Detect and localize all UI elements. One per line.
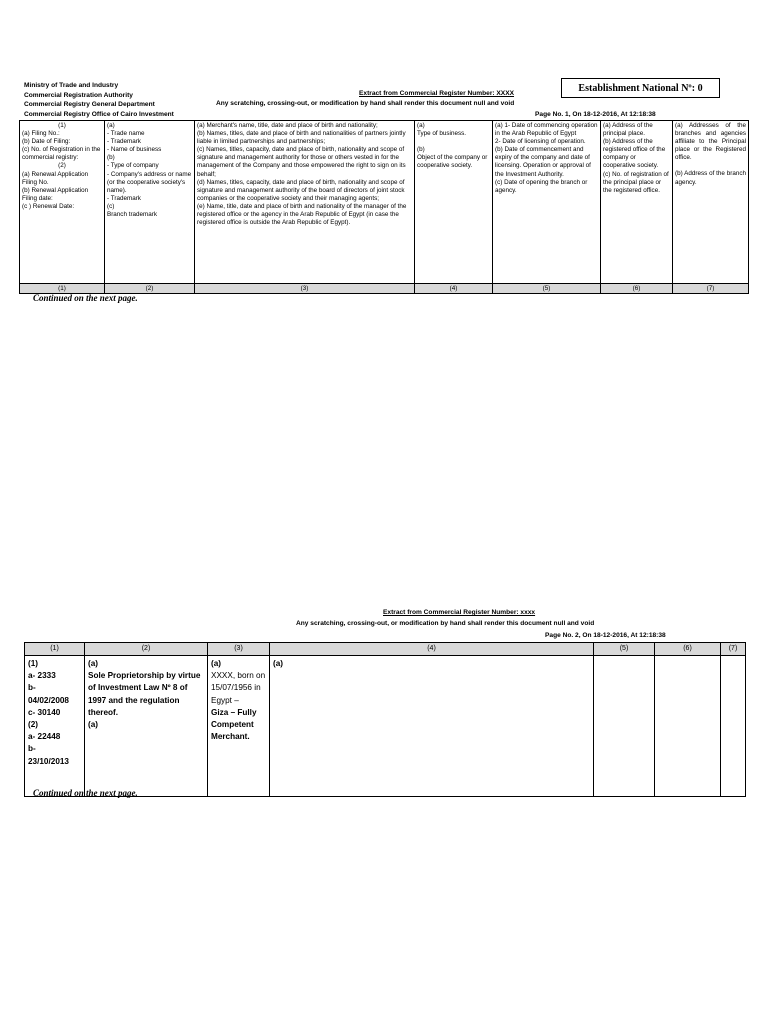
extract-title: Extract from Commercial Register Number: xxxx <box>383 609 536 616</box>
column-5-cell: (a) 1- Date of commencing operation in the Arab Republic of Egypt 2- Date of licensing of operation. (b) Date of commencement and expiry of the company and date of licensing. Operation or approval of the Investment Authority. (c) Date of opening the branch or agency. <box>493 121 601 284</box>
column-1-cell: (1) (a) Filing No.: (b) Date of Filing: (c) No. of Registration in the commercial registry: (2) (a) Renewal Application Filing No. (b) Renewal Application Filing date: (c ) Renewal Date: <box>20 121 105 284</box>
warning-text: Any scratching, crossing-out, or modification by hand shall render this document null and void <box>216 100 515 107</box>
column-number-row <box>20 284 749 294</box>
column-number: (1) <box>25 643 85 656</box>
org-line: Commercial Registry Office of Cairo Investment <box>24 110 174 118</box>
column-number-row <box>25 643 746 656</box>
column-number: (2) <box>105 284 195 294</box>
dates-cell <box>594 656 655 797</box>
table-row <box>25 656 746 797</box>
org-line: Commercial Registration Authority <box>24 91 133 99</box>
column-number: (7) <box>721 643 746 656</box>
column-7-cell: (a) Addresses of the branches and agencies affiliate to the Principal place or the Registered office. (b) Address of the branch agency. <box>673 121 749 284</box>
company-type-cell: (a) Sole Proprietorship by virtue of Investment Law Nº 8 of 1997 and the regulation thereof. (a) <box>85 656 208 797</box>
column-number: (3) <box>208 643 270 656</box>
page-info: Page No. 2, On 18-12-2016, At 12:18:38 <box>545 632 666 639</box>
column-3-cell: (a) Merchant's name, title, date and place of birth and nationality; (b) Names, titles, date and place of birth and nationalities of partners jointly liable in limited partnerships and partnerships; (c) Names, titles, capacity, date and place of birth, nationality and scope of signature and management authority for those or others vested in for the management of the Company and those empowered the right to sign on its behalf; (d) Names, titles, capacity, date and place of birth, nationality and scope of signature and management authority of the board of directors of joint stock companies or the cooperative society and their managing agents; (e) Name, title, date and place of birth and nationality of the manager of the registered office or the agency in the Arab Republic of Egypt (in case the registered office is outside the Arab Republic of Egypt). <box>195 121 415 284</box>
column-number: (7) <box>673 284 749 294</box>
continued-note: Continued on the next page. <box>33 788 138 798</box>
column-number: (2) <box>85 643 208 656</box>
column-number: (3) <box>195 284 415 294</box>
column-6-cell: (a) Address of the principal place. (b) Address of the registered office of the company or cooperative society. (c) No. of registration of the principal place or the registered office. <box>601 121 673 284</box>
register-fields-table <box>19 120 749 294</box>
column-number: (6) <box>655 643 721 656</box>
column-number: (4) <box>270 643 594 656</box>
warning-text: Any scratching, crossing-out, or modification by hand shall render this document null and void <box>296 620 595 627</box>
column-number: (6) <box>601 284 673 294</box>
merchant-cell: (a) XXXX, born on 15/07/1956 in Egypt – Giza – Fully Competent Merchant. <box>208 656 270 797</box>
page-info: Page No. 1, On 18-12-2016, At 12:18:38 <box>535 111 656 118</box>
column-4-cell: (a) Type of business. (b) Object of the company or cooperative society. <box>415 121 493 284</box>
column-number: (4) <box>415 284 493 294</box>
business-type-cell: (a) <box>270 656 594 797</box>
column-number: (5) <box>594 643 655 656</box>
org-line: Commercial Registry General Department <box>24 101 155 109</box>
column-number: (5) <box>493 284 601 294</box>
column-2-cell: (a) - Trade name - Trademark - Name of business (b) - Type of company - Company's address or name (or the cooperative society's name). - Trademark (c) Branch trademark <box>105 121 195 284</box>
establishment-number-box: Establishment National Nº: 0 <box>561 78 720 98</box>
register-entry-table <box>24 642 746 797</box>
address-cell <box>655 656 721 797</box>
table-row <box>20 121 749 284</box>
extract-title: Extract from Commercial Register Number: XXXX <box>359 90 515 97</box>
continued-note: Continued on the next page. <box>33 293 138 303</box>
column-number: (1) <box>20 284 105 294</box>
org-line: Ministry of Trade and Industry <box>24 82 119 89</box>
branches-cell <box>721 656 746 797</box>
filing-details-cell: (1) a- 2333 b- 04/02/2008 c- 30140 (2) a- 22448 b- 23/10/2013 <box>25 656 85 797</box>
ministry-header <box>24 81 174 119</box>
